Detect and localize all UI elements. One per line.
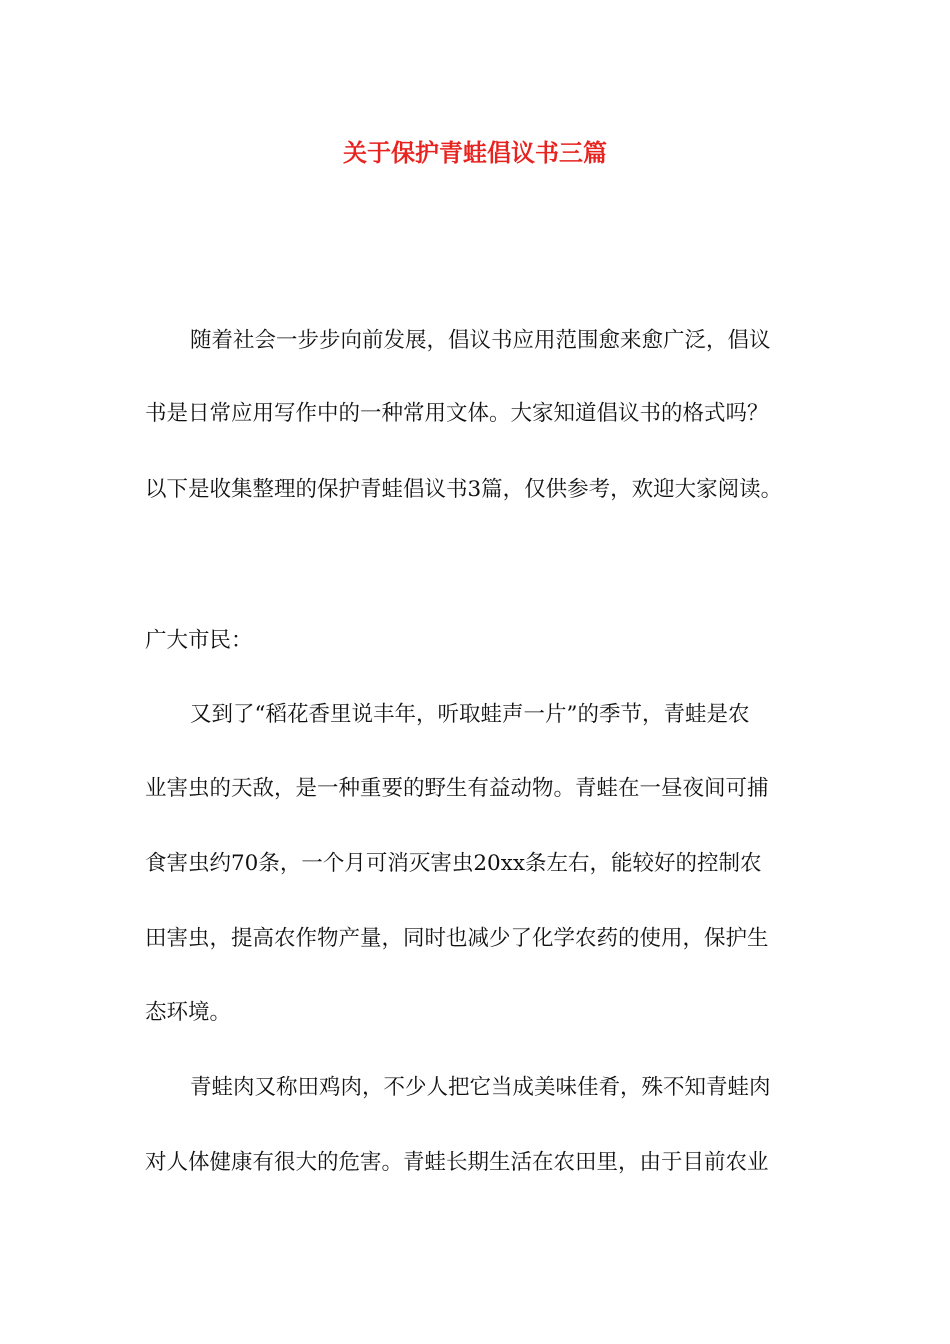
intro-line-2: 书是日常应用写作中的一种常用文体。大家知道倡议书的格式吗？ — [145, 401, 769, 426]
paragraph1-line-2: 业害虫的天敌，是一种重要的野生有益动物。青蛙在一昼夜间可捕 — [145, 776, 769, 801]
intro-line-1: 随着社会一步步向前发展，倡议书应用范围愈来愈广泛，倡议 — [190, 328, 771, 353]
paragraph1-line-5: 态环境。 — [145, 1000, 232, 1025]
paragraph1-line-4: 田害虫，提高农作物产量，同时也减少了化学农药的使用，保护生 — [145, 926, 769, 951]
paragraph1-line-1: 又到了“稻花香里说丰年，听取蛙声一片”的季节，青蛙是农 — [190, 702, 750, 727]
paragraph2-line-2: 对人体健康有很大的危害。青蛙长期生活在农田里，由于目前农业 — [145, 1150, 769, 1175]
paragraph2-line-1: 青蛙肉又称田鸡肉，不少人把它当成美味佳肴，殊不知青蛙肉 — [190, 1075, 771, 1100]
paragraph1-line-3: 食害虫约70条，一个月可消灭害虫20xx条左右，能较好的控制农 — [145, 851, 762, 876]
salutation: 广大市民： — [145, 628, 253, 653]
intro-line-3: 以下是收集整理的保护青蛙倡议书3篇，仅供参考，欢迎大家阅读。 — [145, 477, 783, 502]
document-title: 关于保护青蛙倡议书三篇 — [343, 138, 607, 167]
